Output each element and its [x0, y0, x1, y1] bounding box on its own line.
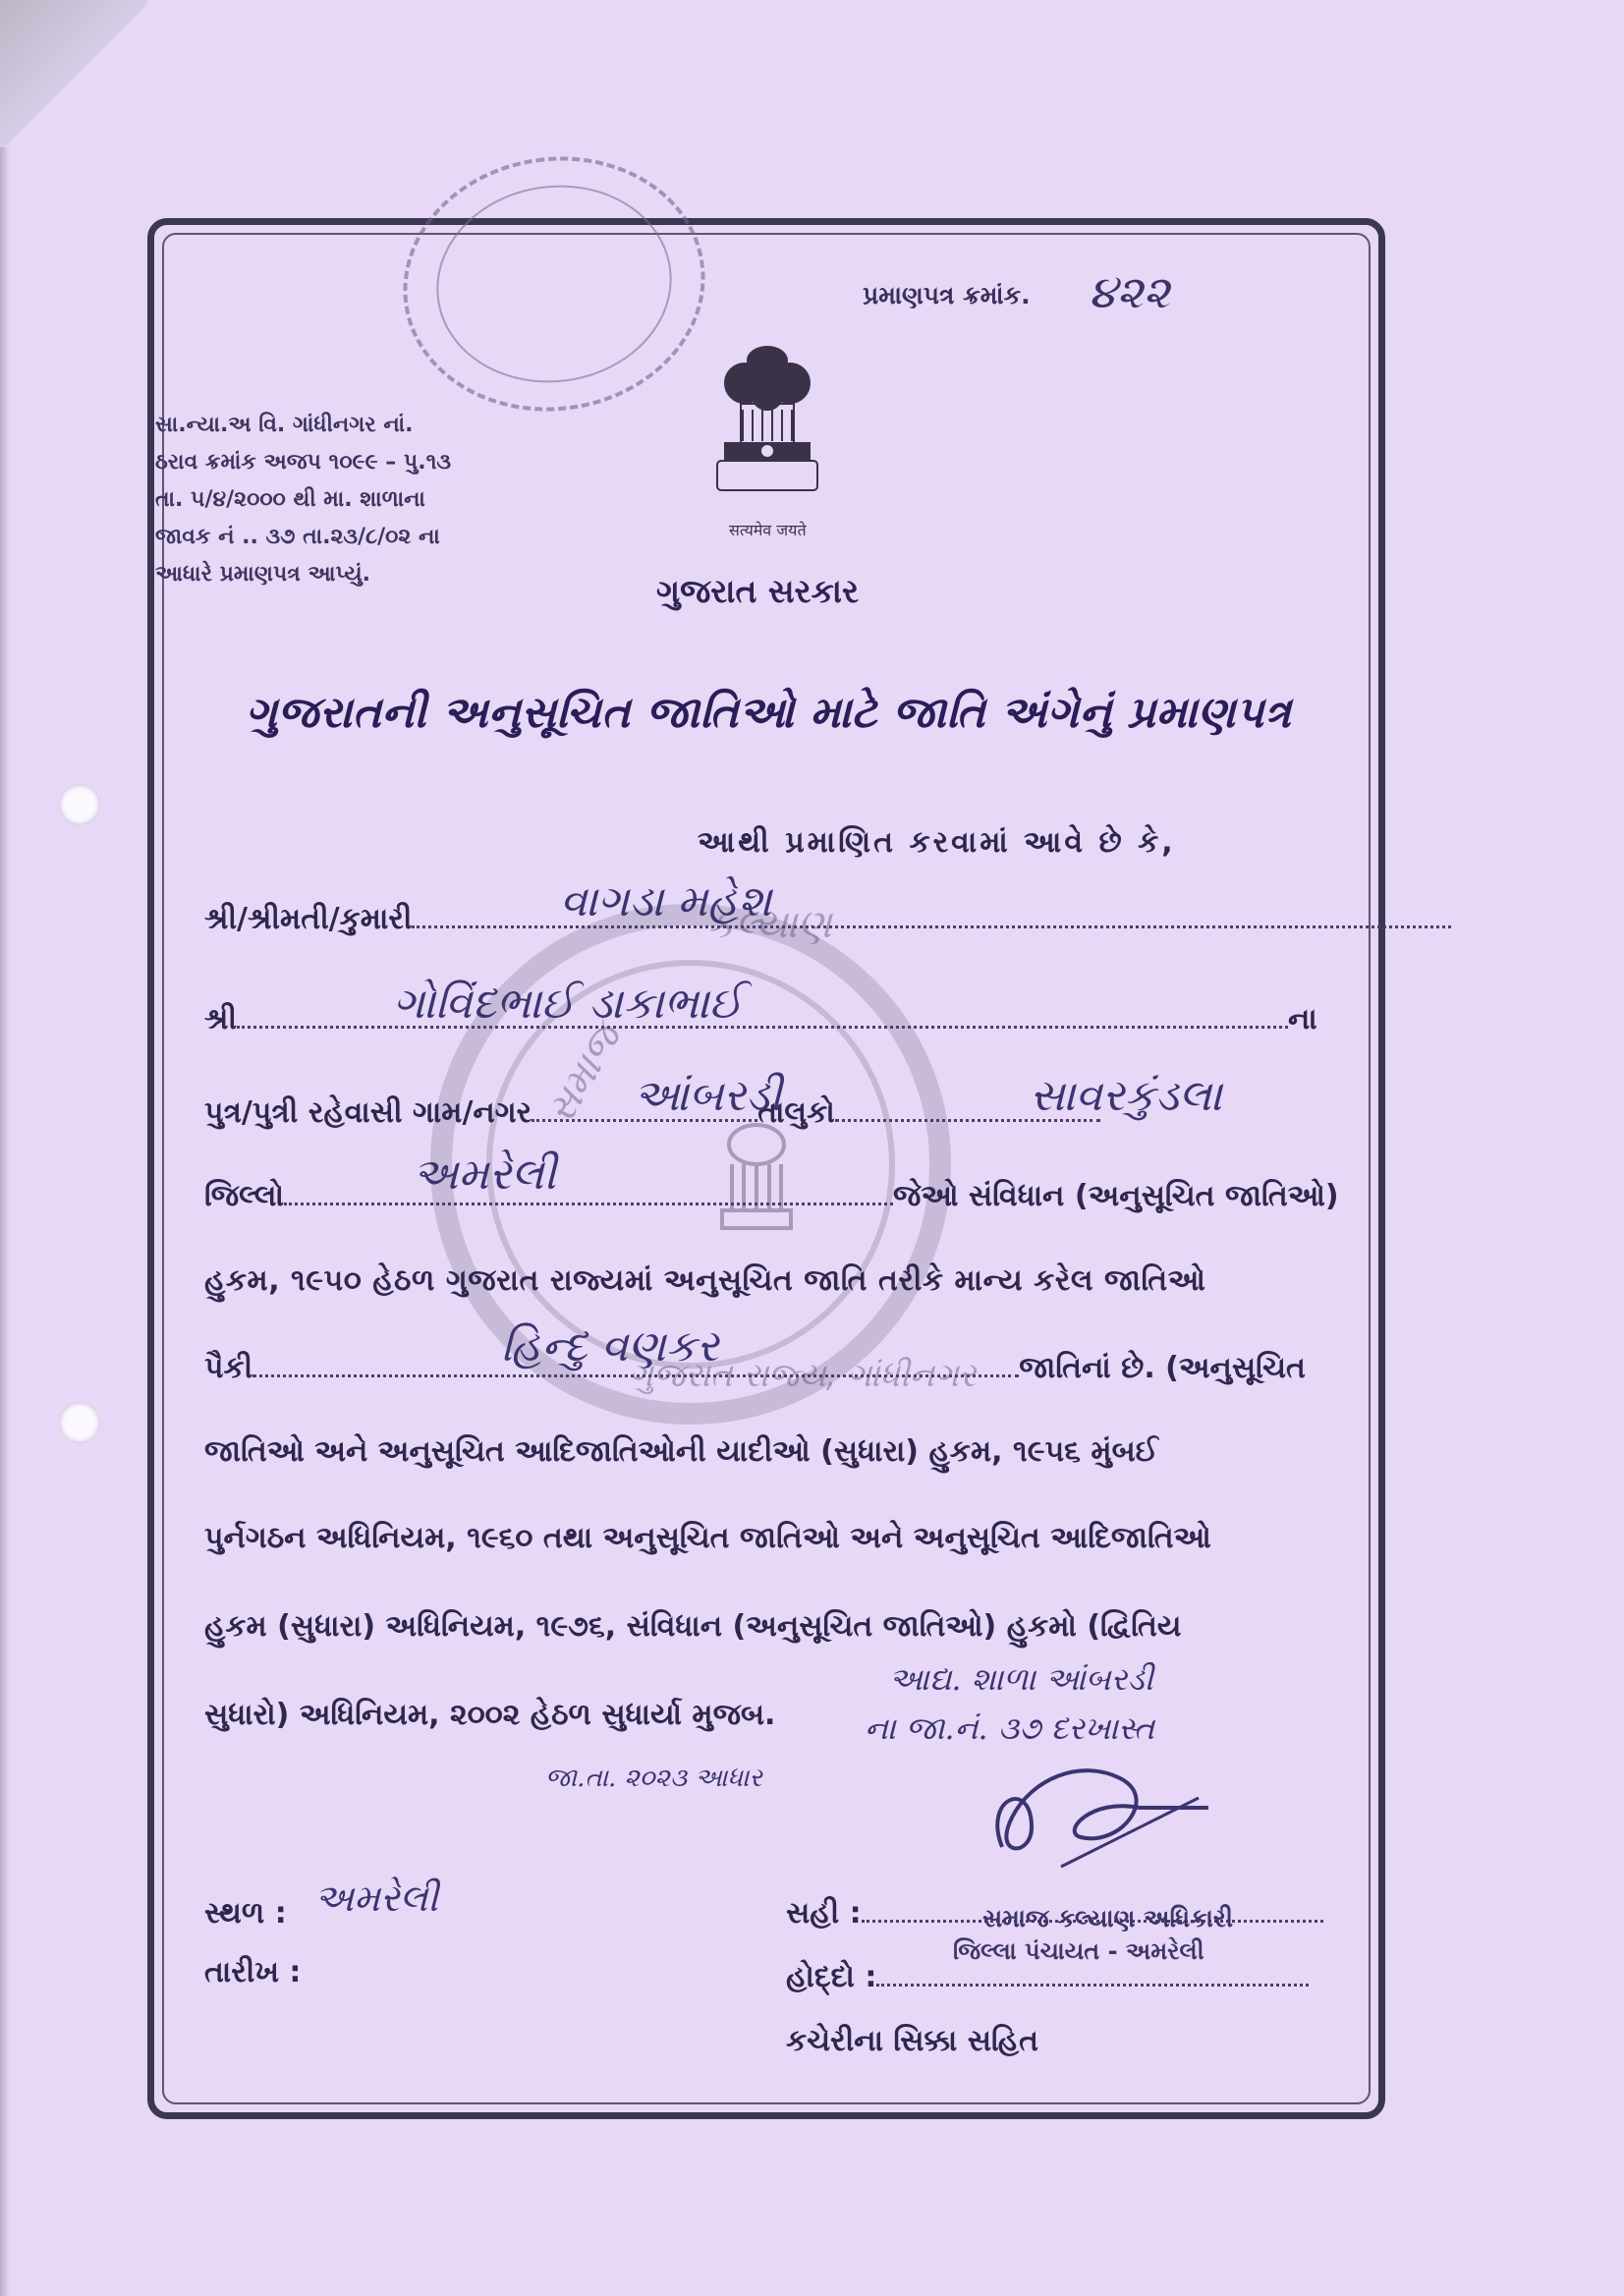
margin-note-line: ઠરાવ ક્રમાંક અજપ ૧૦૯૯ – પુ.૧૩ — [155, 450, 451, 475]
government-name: ગુજરાત સરકાર — [656, 572, 860, 610]
order-line: હુકમ, ૧૯૫૦ હેઠળ ગુજરાત રાજ્યમાં અનુસૂચિત જાતિ તરીકે માન્ય કરેલ જાતિઓ — [204, 1263, 1206, 1298]
punch-hole — [59, 1402, 100, 1443]
handwritten-note: આદ્ય. શાળા આંબરડી — [889, 1660, 1153, 1698]
designation-row — [786, 1960, 1309, 1994]
designation-value: જિલ્લા પંચાયત - અમરેલી — [953, 1937, 1204, 1965]
margin-note-line: સા.ન્યા.અ વિ. ગાંધીનગર નાં. — [155, 413, 414, 437]
intro-text: આથી પ્રમાણિત કરવામાં આવે છે કે, — [698, 825, 1176, 860]
place-label: સ્થળ : — [204, 1896, 287, 1931]
name-row — [204, 902, 1451, 936]
seal-top-text: કલ્યાણ — [707, 902, 832, 947]
handwritten-note: ના જા.નં. ૩૭ દરખાસ્ત — [865, 1709, 1155, 1747]
margin-note-line: આધારે પ્રમાણપત્ર આપ્યું. — [155, 562, 370, 587]
punch-hole — [59, 784, 100, 825]
certificate-number-value: ૪૨૨ — [1089, 265, 1170, 318]
sign-title: સમાજ કલ્યાણ અધિકારી — [982, 1904, 1234, 1932]
name-label: શ્રી/શ્રીમતી/કુમારી — [204, 902, 413, 936]
body-line: હુકમ (સુધારા) અધિનિયમ, ૧૯૭૬, સંવિધાન (અનુસૂચિત જાતિઓ) હુકમો (દ્વિતિય — [204, 1609, 1182, 1644]
caste-label: પૈકી — [204, 1351, 253, 1385]
handwritten-note: જા.તા. ૨૦૨૩ આધાર — [545, 1764, 762, 1793]
ashoka-emblem-icon — [703, 339, 831, 516]
handwritten-signature — [973, 1739, 1218, 1886]
father-row — [204, 1002, 1317, 1036]
place-value: અમરેલી — [314, 1876, 439, 1920]
margin-note-line: જાવક નં .. ૩૭ તા.૨૩/૮/૦૨ ના — [155, 525, 440, 549]
father-suffix: ના — [1288, 1002, 1317, 1036]
name-value: વાગડા મહેશ — [560, 876, 772, 926]
page-edge-shadow — [0, 147, 10, 2296]
taluka-value: સાવરકુંડલા — [1030, 1071, 1222, 1121]
date-label: તારીખ : — [204, 1955, 302, 1989]
district-value: અમરેલી — [413, 1149, 557, 1200]
district-row — [204, 1179, 1339, 1213]
residence-label: પુત્ર/પુત્રી રહેવાસી ગામ/નગર — [204, 1095, 532, 1130]
body-line: સુધારો) અધિનિયમ, ૨૦૦૨ હેઠળ સુધાર્યા મુજબ. — [204, 1698, 776, 1732]
father-value: ગોવિંદભાઈ ડાકાભાઈ — [393, 979, 743, 1029]
body-line: જાતિઓ અને અનુસૂચિત આદિજાતિઓની યાદીઓ (સુધારા) હુકમ, ૧૯૫૬ મુંબઈ — [204, 1434, 1158, 1469]
caste-value: હિન્દુ વણકર — [501, 1321, 719, 1372]
taluka-label: તાલુકો — [757, 1095, 835, 1130]
district-label: જિલ્લો — [204, 1179, 284, 1213]
body-line: પુર્નગઠન અધિનિયમ, ૧૯૬૦ તથા અનુસૂચિત જાતિઓ અને અનુસૂચિત આદિજાતિઓ — [204, 1521, 1211, 1555]
certificate-title: ગુજરાતની અનુસૂચિત જાતિઓ માટે જાતિ અંગેનું પ્રમાણપત્ર — [246, 688, 1292, 738]
sign-label: સહી : — [786, 1896, 862, 1931]
margin-note-line: તા. ૫/૪/૨૦૦૦ થી મા. શાળાના — [155, 487, 425, 512]
margin-note — [155, 407, 548, 593]
district-suffix: જેઓ સંવિધાન (અનુસૂચિત જાતિઓ) — [892, 1179, 1339, 1213]
seal-bottom-text: ગુજરાત રાજ્ય, ગાંધીનગર — [629, 1356, 977, 1395]
certificate-number — [863, 265, 1170, 318]
designation-label: હોદ્દો : — [786, 1960, 877, 1994]
residence-value: આંબરડી — [634, 1071, 782, 1121]
seal-note: કચેરીના સિક્કા સહિત — [786, 2024, 1039, 2058]
folded-corner — [0, 0, 147, 187]
caste-row — [204, 1351, 1306, 1385]
emblem-motto: सत्यमेव जयते — [729, 521, 807, 539]
caste-suffix: જાતિનાં છે. (અનુસૂચિત — [1019, 1351, 1306, 1385]
father-label: શ્રી — [204, 1002, 238, 1036]
certificate-number-label: પ્રમાણપત્ર ક્રમાંક. — [863, 281, 1031, 309]
seal-side-text: સમાજ — [537, 1016, 631, 1132]
